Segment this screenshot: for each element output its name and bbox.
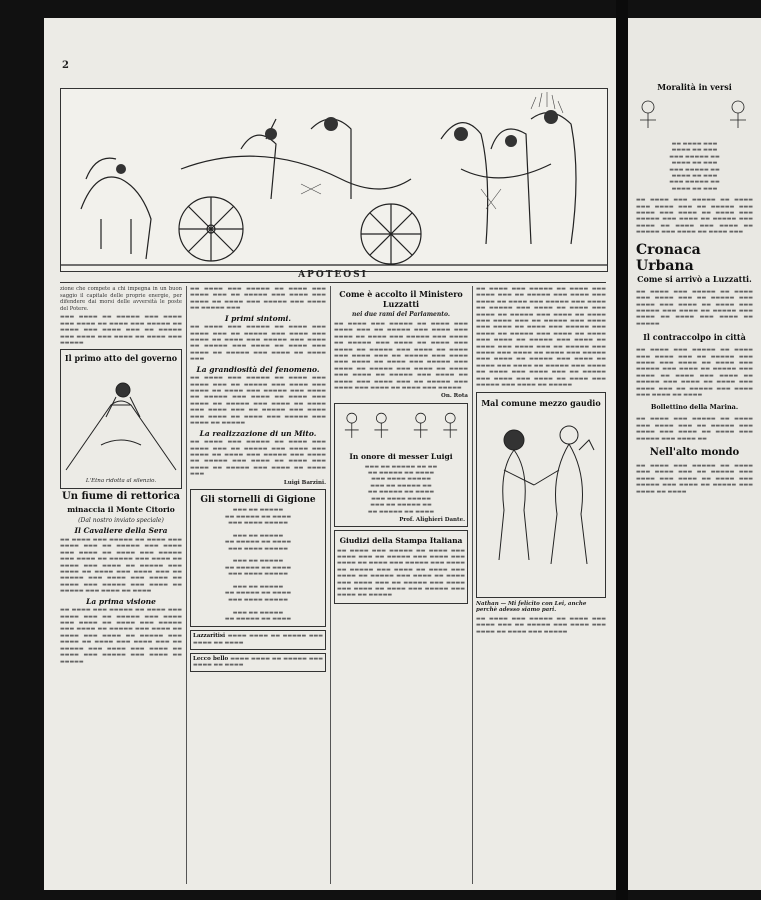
next-page (628, 18, 761, 890)
poem-text: ▬▬▬ ▬▬ ▬▬▬▬▬ ▬▬ ▬▬▬▬▬ ▬▬ ▬▬▬▬ ▬▬▬ ▬▬▬▬ ▬▬▬▬▬ ▬▬▬ ▬▬ ▬▬▬▬▬ ▬▬ ▬▬▬▬▬ ▬▬ ▬▬▬▬ ▬▬▬ ▬▬▬▬ ▬▬▬▬▬ ▬▬▬ ▬▬ ▬▬▬▬▬ ▬▬ ▬▬▬▬▬ ▬▬ ▬▬▬▬ ▬▬▬ ▬▬▬▬ ▬▬▬▬▬ ▬▬▬ ▬▬ ▬▬▬▬▬ ▬▬ ▬▬▬▬▬ ▬▬ ▬▬▬▬ ▬▬▬ ▬▬▬▬ ▬▬▬▬▬ ▬▬▬ ▬▬ ▬▬▬▬▬ ▬▬ ▬▬▬▬▬ ▬▬ ▬▬▬▬ (224, 507, 292, 623)
notice-text: ▬▬▬▬ ▬▬▬▬ ▬▬ ▬▬▬▬▬ ▬▬▬ ▬▬▬▬ ▬▬ ▬▬▬▬ (193, 633, 323, 647)
column-1 (60, 286, 182, 886)
body-text: ▬▬ ▬▬▬▬ ▬▬▬ ▬▬▬▬▬ ▬▬ ▬▬▬▬ ▬▬▬ ▬▬▬▬ ▬▬▬ ▬▬ ▬▬▬▬▬ ▬▬▬ ▬▬▬▬ ▬▬▬ ▬▬▬▬ ▬▬ ▬▬▬▬ ▬▬▬ ▬▬▬▬▬ ▬▬▬ ▬▬▬▬ ▬▬ ▬▬▬▬▬ ▬▬▬ ▬▬▬▬ ▬▬ ▬▬▬▬ ▬▬▬ ▬▬▬▬ ▬▬ ▬▬▬▬▬ ▬▬▬ ▬▬▬▬ ▬▬ ▬▬▬▬ ▬▬▬ ▬▬▬▬ ▬▬▬ ▬▬ ▬▬▬▬▬ ▬▬▬ ▬▬▬▬ ▬▬▬ ▬▬▬▬ ▬▬ ▬▬▬▬ ▬▬▬ ▬▬▬▬▬ ▬▬▬ ▬▬▬▬ ▬▬ ▬▬▬▬▬ ▬▬▬ ▬▬▬▬ ▬▬ ▬▬▬▬ ▬▬▬ ▬▬▬▬ ▬▬ ▬▬▬▬▬ ▬▬▬ ▬▬▬▬ ▬▬ ▬▬▬▬ ▬▬▬ ▬▬▬▬ ▬▬▬ ▬▬ ▬▬▬▬▬ ▬▬▬ ▬▬▬▬ ▬▬▬ ▬▬▬▬ ▬▬ ▬▬▬▬ ▬▬▬ ▬▬▬▬▬ (334, 321, 468, 392)
poem-text: ▬▬ ▬▬▬▬ ▬▬▬ ▬▬▬▬ ▬▬ ▬▬▬ ▬▬▬ ▬▬▬▬▬ ▬▬ ▬▬▬▬ ▬▬ ▬▬▬ ▬▬▬ ▬▬▬▬▬ ▬▬ ▬▬▬▬ ▬▬ ▬▬▬ ▬▬▬ ▬▬▬▬▬ ▬▬ ▬▬▬▬ ▬▬ ▬▬▬ (669, 141, 720, 192)
body-text: ▬▬ ▬▬▬▬ ▬▬▬ ▬▬▬▬▬ ▬▬ ▬▬▬▬ ▬▬▬ ▬▬▬▬ ▬▬▬ ▬▬ ▬▬▬▬▬ ▬▬▬ ▬▬▬▬ ▬▬▬ ▬▬▬▬ ▬▬ ▬▬▬▬ ▬▬▬ ▬▬▬▬▬ ▬▬▬ ▬▬▬▬ ▬▬ ▬▬▬▬▬ ▬▬▬ ▬▬▬▬ ▬▬ ▬▬▬▬ (636, 463, 753, 495)
poem-box (334, 403, 468, 526)
body-text: ▬▬ ▬▬▬▬ ▬▬▬ ▬▬▬▬▬ ▬▬ ▬▬▬▬ ▬▬▬ ▬▬▬▬ ▬▬▬ ▬▬ ▬▬▬▬▬ ▬▬▬ ▬▬▬▬ ▬▬▬ ▬▬▬▬ ▬▬ ▬▬▬▬ ▬▬▬ ▬▬▬▬▬ ▬▬▬ ▬▬▬▬ ▬▬ ▬▬▬▬▬ ▬▬▬ ▬▬▬▬ ▬▬ ▬▬▬▬ ▬▬▬ ▬▬▬▬ ▬▬ ▬▬▬▬▬ ▬▬▬ ▬▬▬▬ ▬▬ ▬▬▬▬ ▬▬▬ ▬▬▬▬ ▬▬▬ ▬▬ ▬▬▬▬▬ ▬▬▬ ▬▬▬▬ ▬▬▬ ▬▬▬▬ ▬▬ ▬▬▬▬ ▬▬▬ ▬▬▬▬▬ ▬▬▬ ▬▬▬▬ ▬▬ ▬▬▬▬▬ ▬▬▬ ▬▬▬▬ ▬▬ ▬▬▬▬ ▬▬▬ ▬▬▬▬ ▬▬ ▬▬▬▬▬ ▬▬▬ ▬▬▬▬ ▬▬ ▬▬▬▬ ▬▬▬ ▬▬▬▬ ▬▬▬ ▬▬ ▬▬▬▬▬ ▬▬▬ ▬▬▬▬ ▬▬▬ ▬▬▬▬ ▬▬ ▬▬▬▬ ▬▬▬ ▬▬▬▬▬ ▬▬▬ ▬▬▬▬ ▬▬ ▬▬▬▬▬ ▬▬▬ ▬▬▬▬ ▬▬ ▬▬▬▬ ▬▬▬ ▬▬▬▬ ▬▬ ▬▬▬▬▬ ▬▬▬ ▬▬▬▬ ▬▬ ▬▬▬▬ ▬▬▬ ▬▬▬▬ ▬▬▬ ▬▬ ▬▬▬▬▬ ▬▬▬ ▬▬▬▬ ▬▬▬ ▬▬▬▬ ▬▬ ▬▬▬▬ ▬▬▬ ▬▬▬▬▬ ▬▬▬ ▬▬▬▬ ▬▬ ▬▬▬▬▬ (476, 286, 606, 389)
newspaper-page (44, 18, 616, 890)
column-3 (334, 286, 468, 886)
body-text: ▬▬ ▬▬▬▬ ▬▬▬ ▬▬▬▬▬ ▬▬ ▬▬▬▬ ▬▬▬ ▬▬▬▬ ▬▬▬ ▬▬ ▬▬▬▬▬ ▬▬▬ ▬▬▬▬ ▬▬▬ ▬▬▬▬ ▬▬ ▬▬▬▬ ▬▬▬ ▬▬▬▬▬ ▬▬▬ ▬▬▬▬ ▬▬ ▬▬▬▬▬ ▬▬▬ ▬▬▬▬ ▬▬ ▬▬▬▬ ▬▬▬ ▬▬▬▬ ▬▬ ▬▬▬▬▬ ▬▬▬ ▬▬▬▬ ▬▬ ▬▬▬▬ ▬▬▬ ▬▬▬▬ ▬▬▬ ▬▬ ▬▬▬▬▬ ▬▬▬ ▬▬▬▬ ▬▬▬ ▬▬▬▬ ▬▬ ▬▬▬▬ ▬▬▬ ▬▬▬▬▬ ▬▬▬ ▬▬▬▬ ▬▬ ▬▬▬▬▬ (337, 547, 465, 599)
body-text: ▬▬ ▬▬▬▬ ▬▬▬ ▬▬▬▬▬ ▬▬ ▬▬▬▬ ▬▬▬ ▬▬▬▬ ▬▬▬ ▬▬ ▬▬▬▬▬ ▬▬▬ ▬▬▬▬ ▬▬▬ ▬▬▬▬ ▬▬ ▬▬▬▬ ▬▬▬ ▬▬▬▬▬ ▬▬▬ ▬▬▬▬ ▬▬ ▬▬▬▬▬ ▬▬▬ ▬▬▬▬ ▬▬ ▬▬▬▬ ▬▬▬ ▬▬▬▬ ▬▬ ▬▬▬▬▬ ▬▬▬ ▬▬▬▬ ▬▬ ▬▬▬▬ ▬▬▬ ▬▬▬▬ ▬▬▬ ▬▬ ▬▬▬▬▬ ▬▬▬ ▬▬▬▬ ▬▬▬ ▬▬▬▬ ▬▬ ▬▬▬▬ ▬▬▬ ▬▬▬▬▬ ▬▬▬ ▬▬▬▬ ▬▬ ▬▬▬▬▬ ▬▬▬ ▬▬▬▬ ▬▬ ▬▬▬▬ (60, 537, 182, 595)
notice-title: Lecco bello (193, 655, 229, 662)
etna-cartoon (61, 365, 181, 475)
press-title: Giudizi della Stampa Italiana (339, 535, 463, 545)
column-rule (186, 286, 187, 884)
section-heading: La realizzazione di un Mito. (199, 428, 317, 438)
body-text: ▬▬ ▬▬▬▬ ▬▬▬ ▬▬▬▬▬ ▬▬ ▬▬▬▬ ▬▬▬ ▬▬▬▬ ▬▬▬ ▬▬ ▬▬▬▬▬ ▬▬▬ ▬▬▬▬ ▬▬▬ ▬▬▬▬ ▬▬ ▬▬▬▬ ▬▬▬ ▬▬▬▬▬ ▬▬▬ ▬▬▬▬ ▬▬ ▬▬▬▬▬ ▬▬▬ ▬▬▬▬ ▬▬ ▬▬▬▬ ▬▬▬ ▬▬▬▬ ▬▬ ▬▬▬▬▬ ▬▬▬ ▬▬▬▬ ▬▬ ▬▬▬▬ ▬▬▬ ▬▬▬▬ ▬▬▬ ▬▬ ▬▬▬▬▬ ▬▬▬ ▬▬▬▬ ▬▬▬ ▬▬▬▬ ▬▬ ▬▬▬▬ ▬▬▬ ▬▬▬▬▬ ▬▬▬ ▬▬▬▬ ▬▬ ▬▬▬▬▬ (60, 607, 182, 665)
body-text: ▬▬ ▬▬▬▬ ▬▬▬ ▬▬▬▬▬ ▬▬ ▬▬▬▬ ▬▬▬ ▬▬▬▬ ▬▬▬ ▬▬ ▬▬▬▬▬ ▬▬▬ ▬▬▬▬ ▬▬▬ ▬▬▬▬ ▬▬ ▬▬▬▬ ▬▬▬ ▬▬▬▬▬ ▬▬▬ ▬▬▬▬ ▬▬ ▬▬▬▬▬ ▬▬▬ ▬▬▬▬ ▬▬ ▬▬▬▬ ▬▬▬ ▬▬▬▬ ▬▬ ▬▬▬▬▬ ▬▬▬ ▬▬▬▬ ▬▬ ▬▬▬▬ ▬▬▬ (190, 324, 326, 363)
poem-signature: Prof. Alighieri Dante. (399, 516, 465, 523)
body-text: ▬▬ ▬▬▬▬ ▬▬▬ ▬▬▬▬▬ ▬▬ ▬▬▬▬ ▬▬▬ ▬▬▬▬ ▬▬▬ ▬▬ ▬▬▬▬▬ ▬▬▬ ▬▬▬▬ ▬▬▬ ▬▬▬▬ ▬▬ ▬▬▬▬ ▬▬▬ ▬▬▬▬▬ ▬▬▬ ▬▬▬▬ ▬▬ ▬▬▬▬▬ ▬▬▬ ▬▬▬▬ ▬▬ ▬▬▬▬ ▬▬▬ ▬▬▬▬ ▬▬ ▬▬▬▬▬ ▬▬▬ ▬▬▬▬ ▬▬ ▬▬▬▬ ▬▬▬ ▬▬▬▬ ▬▬▬ ▬▬ ▬▬▬▬▬ ▬▬▬ ▬▬▬▬ ▬▬▬ ▬▬▬▬ ▬▬ ▬▬▬▬ (636, 347, 753, 398)
section-heading: Il Cavaliere della Sera (74, 526, 168, 536)
poem-title: In onore di messer Luigi (349, 451, 453, 461)
signature: On. Rota (441, 393, 468, 400)
body-text: ▬▬ ▬▬▬▬ ▬▬▬ ▬▬▬▬▬ ▬▬ ▬▬▬▬ ▬▬▬ ▬▬▬▬ ▬▬▬ ▬▬ ▬▬▬▬▬ ▬▬▬ ▬▬▬▬ ▬▬▬ ▬▬▬▬ ▬▬ ▬▬▬▬ ▬▬▬ ▬▬▬▬▬ ▬▬▬ ▬▬▬▬ ▬▬ ▬▬▬▬▬ ▬▬▬ ▬▬▬▬ ▬▬ ▬▬▬▬ ▬▬▬ ▬▬▬▬ ▬▬ ▬▬▬▬▬ ▬▬▬ ▬▬▬▬ ▬▬ ▬▬▬▬ ▬▬▬ ▬▬▬▬ ▬▬▬ ▬▬ ▬▬▬▬▬ ▬▬▬ ▬▬▬▬ ▬▬▬ ▬▬▬▬ ▬▬ ▬▬▬▬ ▬▬▬ ▬▬▬▬▬ ▬▬▬ ▬▬▬▬ ▬▬ ▬▬▬▬▬ (190, 375, 326, 427)
notice-title: Lazzaritisi (193, 633, 226, 640)
section-heading: I primi sintomi. (225, 313, 291, 323)
section-heading: Il contraccolpo in città (643, 332, 746, 343)
article-headline: Come è accolto il Ministero Luzzatti (339, 289, 463, 309)
body-text: ▬▬ ▬▬▬▬ ▬▬▬ ▬▬▬▬▬ ▬▬ ▬▬▬▬ ▬▬▬ ▬▬▬▬ ▬▬▬ ▬▬ ▬▬▬▬▬ ▬▬▬ ▬▬▬▬ ▬▬▬ ▬▬▬▬ ▬▬ ▬▬▬▬ ▬▬▬ ▬▬▬▬▬ ▬▬▬ ▬▬▬▬ ▬▬ ▬▬▬▬▬ ▬▬▬ (190, 286, 326, 312)
section-heading: La grandiosità del fenomeno. (196, 364, 320, 374)
cartoon-caption: APOTEOSI (60, 270, 606, 283)
section-heading: Nell'alto mondo (649, 447, 740, 458)
body-text: ▬▬ ▬▬▬▬ ▬▬▬ ▬▬▬▬▬ ▬▬ ▬▬▬▬ ▬▬▬ ▬▬▬▬ ▬▬▬ ▬▬ ▬▬▬▬▬ ▬▬▬ ▬▬▬▬ ▬▬▬ ▬▬▬▬ ▬▬ ▬▬▬▬ ▬▬▬ ▬▬▬▬▬ ▬▬▬ ▬▬▬▬ ▬▬ ▬▬▬▬▬ ▬▬▬ ▬▬▬▬ ▬▬ ▬▬▬▬ ▬▬▬ ▬▬▬▬ ▬▬ ▬▬▬▬▬ (636, 288, 753, 327)
cartoon-title: Il primo atto del governo (64, 353, 178, 364)
notice-box (190, 653, 326, 672)
column-rule (330, 286, 331, 884)
section-title: Cronaca Urbana (636, 241, 701, 274)
signature: Luigi Barzini. (283, 479, 326, 486)
page-number: 2 (62, 60, 69, 71)
section-title: Moralità in versi (657, 82, 732, 92)
section-heading: La prima visione (86, 596, 156, 606)
cartoon-box (476, 392, 606, 598)
column-4 (476, 286, 606, 886)
poem-title: Gli stornelli di Gigione (200, 495, 316, 506)
article-subheadline: nei due rami del Parlamento. (351, 311, 450, 318)
section-heading: Come si arrivò a Luzzatti. (637, 273, 752, 284)
column-rule (472, 286, 473, 884)
body-text: ▬▬▬ ▬▬▬▬ ▬▬ ▬▬▬▬▬ ▬▬▬ ▬▬▬▬ ▬▬▬ ▬▬▬▬ ▬▬ ▬▬▬▬ ▬▬▬ ▬▬▬▬▬ ▬▬ ▬▬▬▬ ▬▬▬ ▬▬▬▬ ▬▬▬ ▬▬ ▬▬▬▬▬ ▬▬▬ ▬▬▬▬ ▬▬▬ ▬▬▬▬ ▬▬ ▬▬▬▬ ▬▬▬ ▬▬▬▬▬ (60, 314, 182, 346)
notice-box (190, 630, 326, 649)
cartoon-box (60, 349, 182, 489)
article-headline: Un fiume di rettorica (62, 491, 180, 503)
nathan-cartoon (479, 410, 603, 570)
body-text: ▬▬ ▬▬▬▬ ▬▬▬ ▬▬▬▬▬ ▬▬ ▬▬▬▬ ▬▬▬ ▬▬▬▬ ▬▬▬ ▬▬ ▬▬▬▬▬ ▬▬▬ ▬▬▬▬ ▬▬▬ ▬▬▬▬ ▬▬ ▬▬▬▬ ▬▬▬ ▬▬▬▬▬ ▬▬▬ ▬▬▬▬ ▬▬ (636, 416, 753, 442)
cartoon-caption: Nathan — Mi felicito con Lei, anche perchè adesso siamo pari. (476, 600, 587, 614)
body-text: ▬▬ ▬▬▬▬ ▬▬▬ ▬▬▬▬▬ ▬▬ ▬▬▬▬ ▬▬▬ ▬▬▬▬ ▬▬▬ ▬▬ ▬▬▬▬▬ ▬▬▬ ▬▬▬▬ ▬▬▬ ▬▬▬▬ ▬▬ ▬▬▬▬ ▬▬▬ ▬▬▬▬▬ (476, 615, 606, 635)
body-text: ▬▬ ▬▬▬▬ ▬▬▬ ▬▬▬▬▬ ▬▬ ▬▬▬▬ ▬▬▬ ▬▬▬▬ ▬▬▬ ▬▬ ▬▬▬▬▬ ▬▬▬ ▬▬▬▬ ▬▬▬ ▬▬▬▬ ▬▬ ▬▬▬▬ ▬▬▬ ▬▬▬▬▬ ▬▬▬ ▬▬▬▬ ▬▬ ▬▬▬▬▬ ▬▬▬ ▬▬▬▬ ▬▬ ▬▬▬▬ ▬▬▬ ▬▬▬▬ ▬▬ ▬▬▬▬▬ ▬▬▬ ▬▬▬▬ ▬▬ ▬▬▬▬ ▬▬▬ (636, 197, 753, 236)
intro-text: zione che compete a chi impegna in un buon saggio il capitale delle proprie energie, per difendere dai morsi delle avversità le poste del Potere. (60, 286, 182, 312)
apoteosi-cartoon (60, 88, 608, 272)
body-text: ▬▬ ▬▬▬▬ ▬▬▬ ▬▬▬▬▬ ▬▬ ▬▬▬▬ ▬▬▬ ▬▬▬▬ ▬▬▬ ▬▬ ▬▬▬▬▬ ▬▬▬ ▬▬▬▬ ▬▬▬ ▬▬▬▬ ▬▬ ▬▬▬▬ ▬▬▬ ▬▬▬▬▬ ▬▬▬ ▬▬▬▬ ▬▬ ▬▬▬▬▬ ▬▬▬ ▬▬▬▬ ▬▬ ▬▬▬▬ ▬▬▬ ▬▬▬▬ ▬▬ ▬▬▬▬▬ ▬▬▬ ▬▬▬▬ ▬▬ ▬▬▬▬ ▬▬▬ (190, 439, 326, 478)
page-gutter (616, 0, 628, 900)
cartoon-title: Mal comune mezzo gaudio (481, 397, 601, 408)
byline: (Dal nostro inviato speciale) (78, 517, 164, 525)
cartoon-caption: L'Etna ridotta al silenzio. (85, 478, 157, 484)
poem-box (190, 489, 326, 627)
column-2 (190, 286, 326, 886)
figures-illustration (628, 92, 758, 132)
press-box (334, 530, 468, 604)
article-subheadline: minaccia il Monte Citorio (67, 505, 175, 515)
section-heading: Bollettino della Marina. (650, 403, 739, 412)
procession-illustration (61, 89, 607, 271)
figures-illustration (337, 406, 465, 446)
poem-text: ▬▬▬ ▬▬ ▬▬▬▬▬ ▬▬ ▬▬ ▬▬ ▬▬▬▬▬ ▬▬ ▬▬▬▬ ▬▬▬ ▬▬▬▬ ▬▬▬▬▬ ▬▬▬ ▬▬ ▬▬▬▬▬ ▬▬ ▬▬ ▬▬▬▬▬ ▬▬ ▬▬▬▬ ▬▬▬ ▬▬▬▬ ▬▬▬▬▬ ▬▬▬ ▬▬ ▬▬▬▬▬ ▬▬ ▬▬ ▬▬▬▬▬ ▬▬ ▬▬▬▬ (364, 463, 438, 515)
notice-text: ▬▬▬▬ ▬▬▬▬ ▬▬ ▬▬▬▬▬ ▬▬▬ ▬▬▬▬ ▬▬ ▬▬▬▬ (193, 655, 323, 669)
